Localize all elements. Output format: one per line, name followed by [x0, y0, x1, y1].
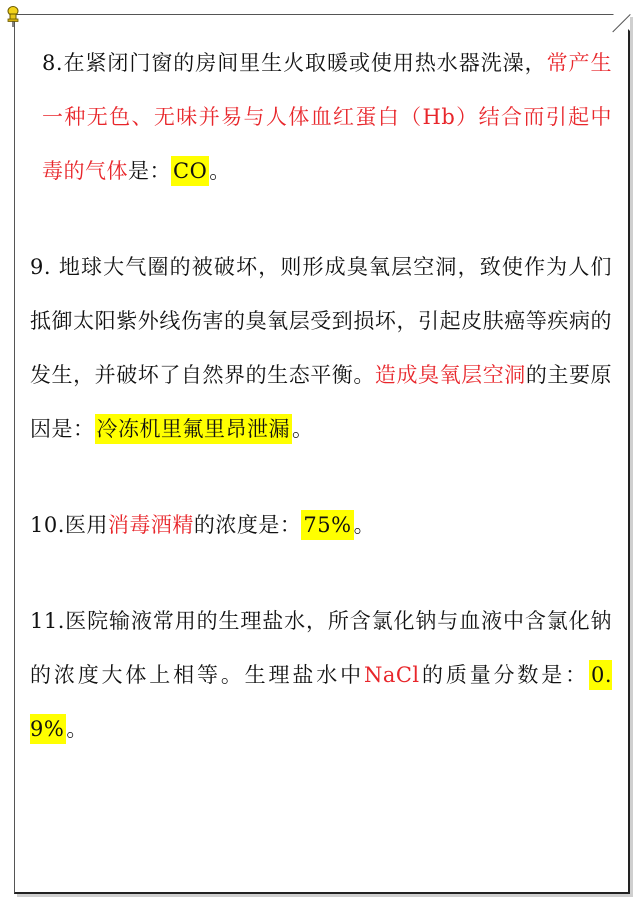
q8-emphasis: 常产生一种无色、无味并易与人体血红蛋白（Hb）结合而引起中毒的气体 — [42, 51, 613, 183]
question-8 — [30, 36, 612, 198]
q11-prompt: 的质量分数是： — [419, 663, 589, 687]
q11-answer: 0.9% — [30, 660, 612, 744]
q11-end: 。 — [66, 717, 88, 741]
q9-text: 地球大气圈的被破坏，则形成臭氧层空洞，致使作为人们抵御太阳紫外线伤害的臭氧层受到损坏，引起皮肤癌等疾病的发生，并破坏了自然界的生态平衡。 — [30, 255, 612, 387]
q10-answer: 75% — [301, 510, 353, 540]
q9-emphasis: 造成臭氧层空洞 — [374, 363, 526, 387]
q11-text: 医院输液常用的生理盐水，所含氯化钠与血液中含氯化钠的浓度大体上相等。生理盐水中 — [30, 609, 612, 687]
q9-end: 。 — [292, 417, 314, 441]
q9-prompt: 的主要原因是： — [30, 363, 613, 441]
q10-text: 医用 — [64, 513, 108, 537]
q8-number: 8. — [42, 51, 64, 75]
q9-number: 9. — [30, 255, 52, 279]
q8-prompt: 是： — [128, 159, 171, 183]
q8-answer: CO — [171, 156, 209, 186]
question-11 — [30, 594, 612, 756]
question-10 — [30, 498, 612, 552]
q10-emphasis: 消毒酒精 — [107, 513, 194, 537]
q11-emphasis: NaCl — [363, 663, 420, 687]
document-content — [30, 30, 612, 756]
q11-number: 11. — [30, 609, 65, 633]
q10-prompt: 的浓度是： — [193, 513, 302, 537]
question-9 — [30, 240, 612, 456]
pushpin-icon — [6, 6, 20, 28]
q10-end: 。 — [353, 513, 376, 537]
q8-end: 。 — [209, 159, 231, 183]
q9-answer: 冷冻机里氟里昂泄漏 — [95, 414, 293, 444]
q8-text: 在紧闭门窗的房间里生火取暖或使用热水器洗澡， — [63, 51, 547, 75]
q10-number: 10. — [30, 513, 65, 537]
